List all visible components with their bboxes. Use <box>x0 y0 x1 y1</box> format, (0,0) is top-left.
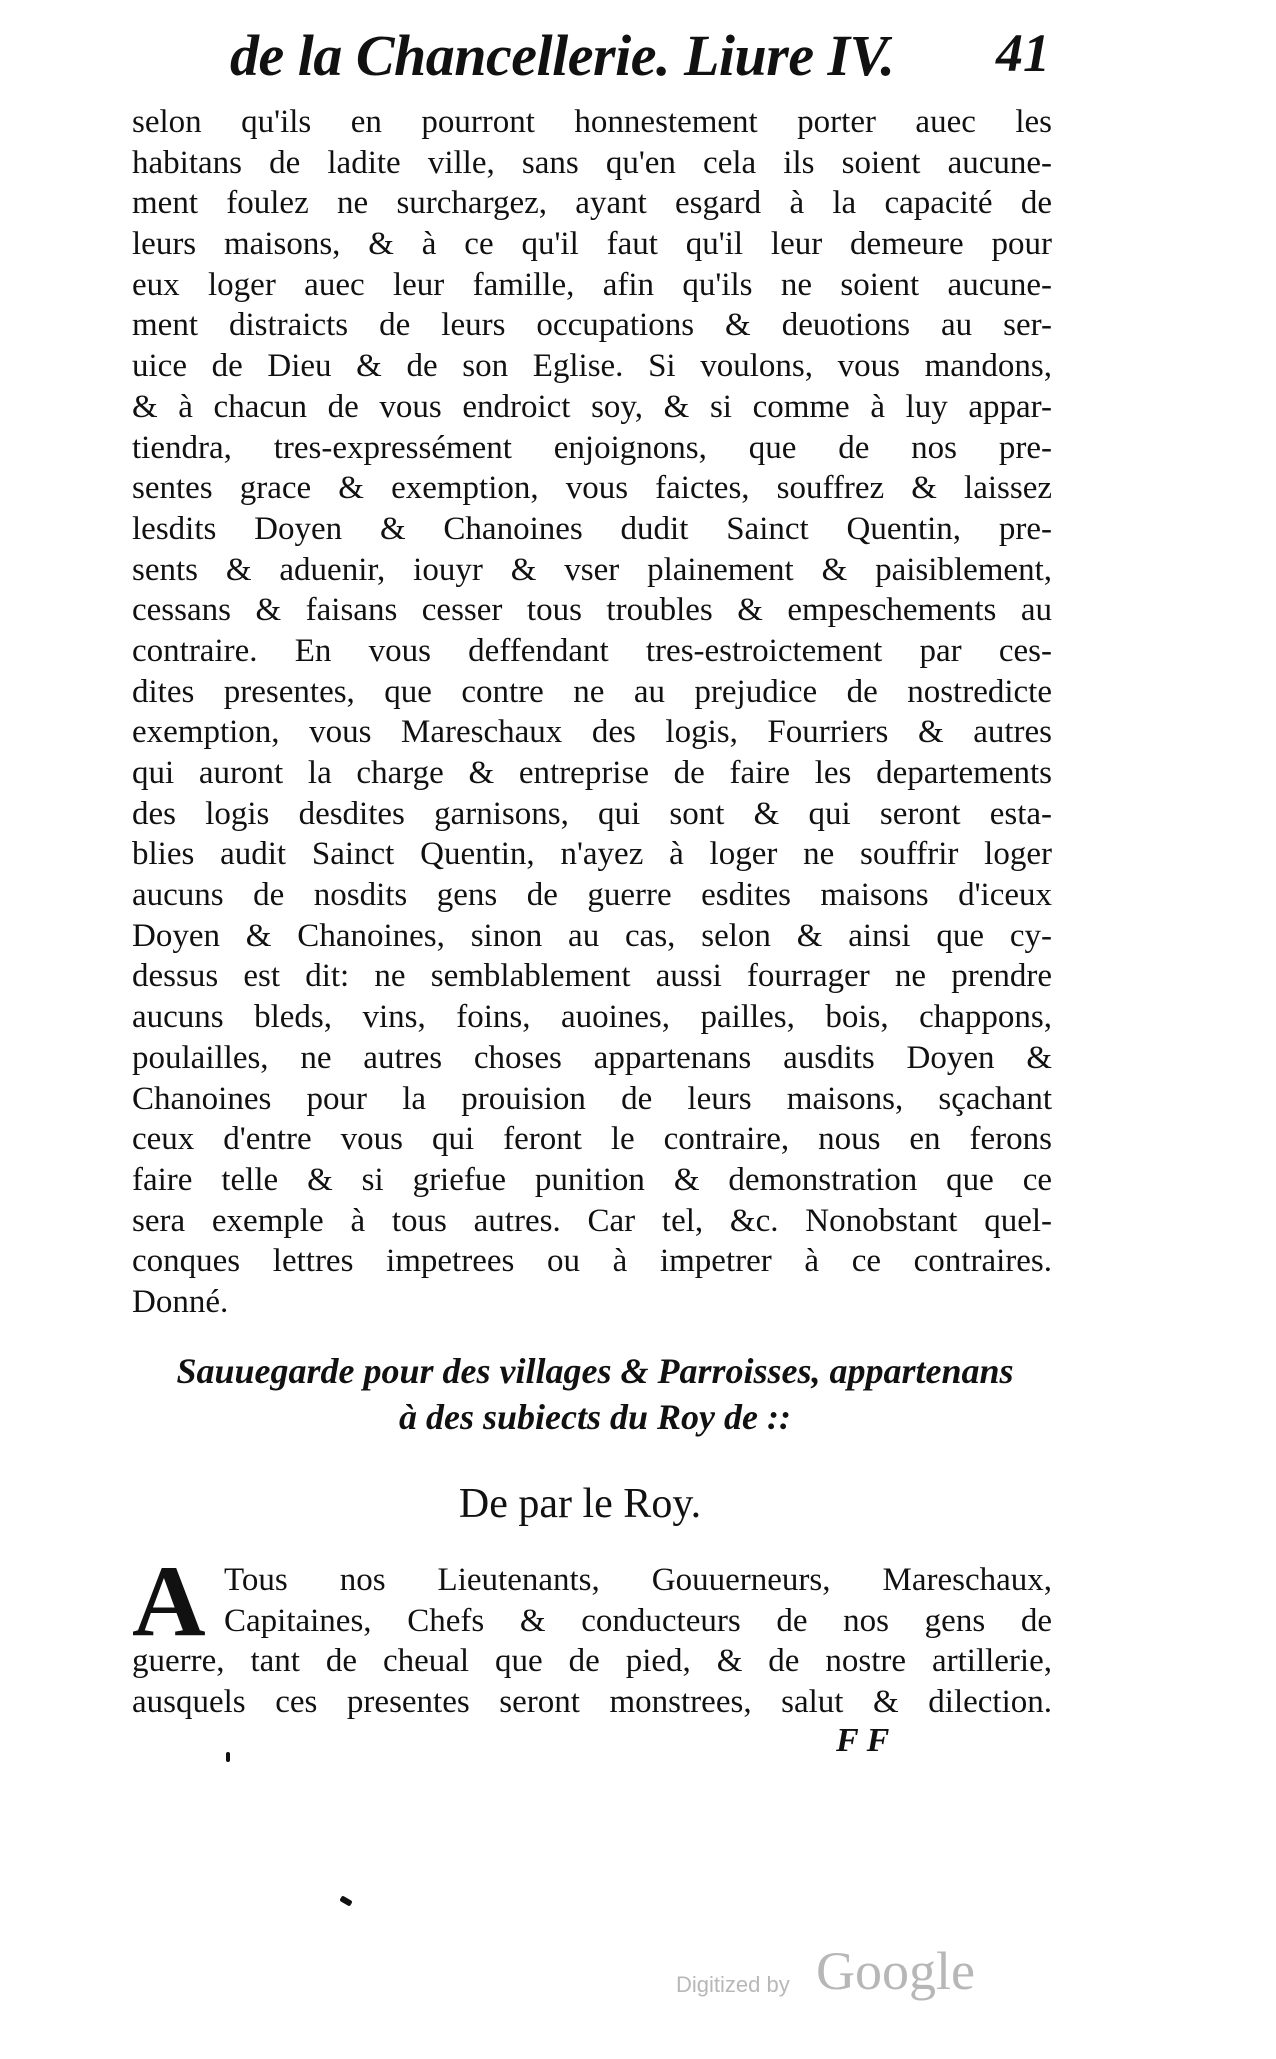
body-line: sents & aduenir, iouyr & vser plainement & paisiblement, <box>132 551 1052 588</box>
decree-text <box>132 1545 1052 1723</box>
body-line: uice de Dieu & de son Eglise. Si voulons, vous mandons, <box>132 348 1052 385</box>
body-line: habitans de ladite ville, sans qu'en cela ils soient aucune- <box>132 144 1052 181</box>
body-line: ment foulez ne surchargez, ayant esgard à la capacité de <box>132 185 1052 222</box>
body-line: blies audit Sainct Quentin, n'ayez à loger ne souffrir loger <box>132 836 1052 873</box>
body-line: exemption, vous Mareschaux des logis, Fourriers & autres <box>132 714 1052 751</box>
body-line: dites presentes, que contre ne au prejudice de nostredicte <box>132 673 1052 710</box>
body-line: Chanoines pour la prouision de leurs maisons, sçachant <box>132 1080 1052 1117</box>
body-line: selon qu'ils en pourront honnestement porter auec les <box>132 104 1052 140</box>
ink-speck <box>339 1895 352 1906</box>
body-line: ceux d'entre vous qui feront le contraire, nous en ferons <box>132 1121 1052 1158</box>
body-line: cessans & faisans cesser tous troubles & empeschements au <box>132 592 1052 629</box>
decree-line: Capitaines, Chefs & conducteurs de nos gens de <box>224 1602 1052 1639</box>
decree-line: Tous nos Lieutenants, Gouuerneurs, Mareschaux, <box>224 1562 1052 1598</box>
body-line: leurs maisons, & à ce qu'il faut qu'il leur demeure pour <box>132 226 1052 263</box>
body-line: & à chacun de vous endroict soy, & si comme à luy appar- <box>132 388 1052 425</box>
decree-line: guerre, tant de cheual que de pied, & de nostre artillerie, <box>132 1643 1052 1680</box>
ink-speck <box>226 1752 230 1762</box>
body-line: dessus est dit: ne semblablement aussi fourrager ne prendre <box>132 958 1052 995</box>
body-line: aucuns bleds, vins, foins, auoines, pailles, bois, chappons, <box>132 999 1052 1036</box>
decree-subheading: De par le Roy. <box>458 1481 702 1527</box>
decree-line: ausquels ces presentes seront monstrees, salut & dilection. <box>132 1684 1052 1721</box>
body-line: faire telle & si griefue punition & demonstration que ce <box>132 1161 1052 1198</box>
body-line: conques lettres impetrees ou à impetrer à ce contraires. <box>132 1243 1052 1280</box>
drop-cap: A <box>132 1545 206 1658</box>
watermark-brand: Google <box>816 1941 975 2001</box>
running-head <box>230 22 1050 102</box>
body-line: des logis desdites garnisons, qui sont & qui seront esta- <box>132 795 1052 832</box>
body-line: poulailles, ne autres choses appartenans ausdits Doyen & <box>132 1039 1052 1076</box>
digitized-watermark <box>676 1940 1016 2010</box>
section-heading-line-1: Sauuegarde pour des villages & Parroisses, appartenans <box>176 1351 1014 1391</box>
body-line: sentes grace & exemption, vous faictes, souffrez & laissez <box>132 470 1052 507</box>
signature-mark: F F <box>836 1722 890 1759</box>
section-heading-line-2: à des subiects du Roy de :: <box>399 1397 791 1437</box>
body-line: qui auront la charge & entreprise de faire les departements <box>132 755 1052 791</box>
body-line: tiendra, tres-expressément enjoignons, que de nos pre- <box>132 429 1052 466</box>
body-line: eux loger auec leur famille, afin qu'ils ne soient aucune- <box>132 266 1052 303</box>
watermark-prefix: Digitized by <box>676 1972 790 1997</box>
body-line: sera exemple à tous autres. Car tel, &c. Nonobstant quel- <box>132 1202 1052 1239</box>
body-line: Donné. <box>132 1283 229 1320</box>
body-text <box>132 102 1052 1323</box>
body-line: ment distraicts de leurs occupations & deuotions au ser- <box>132 307 1052 344</box>
page-number: 41 <box>996 23 1050 83</box>
body-line: Doyen & Chanoines, sinon au cas, selon & ainsi que cy- <box>132 917 1052 954</box>
running-head-title: de la Chancellerie. Liure IV. <box>230 23 895 88</box>
body-line: contraire. En vous deffendant tres-estroictement par ces- <box>132 632 1052 669</box>
body-line: lesdits Doyen & Chanoines dudit Sainct Quentin, pre- <box>132 510 1052 547</box>
body-line: aucuns de nosdits gens de guerre esdites maisons d'iceux <box>132 877 1052 914</box>
